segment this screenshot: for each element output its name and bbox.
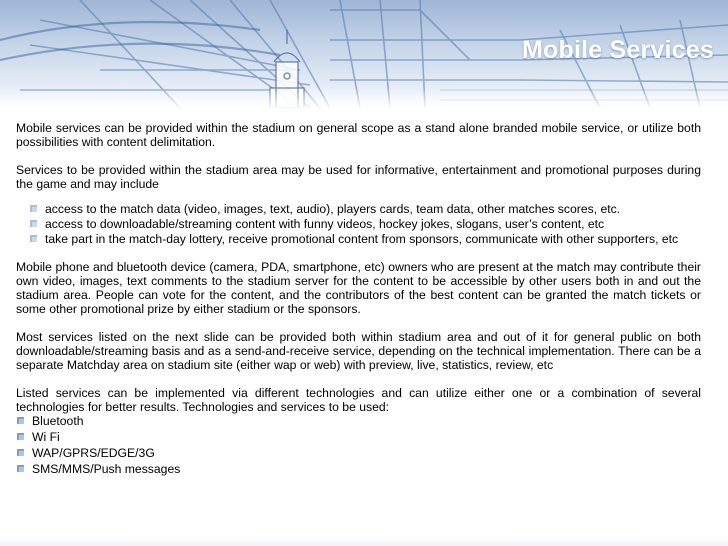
spacer (16, 191, 701, 202)
list-item (28, 217, 701, 231)
footer-band (0, 538, 728, 546)
list-item-text: WAP/GPRS/EDGE/3G (32, 446, 155, 460)
slide-title: Mobile Services (522, 36, 714, 64)
list-item (16, 414, 701, 428)
listed-services-paragraph: Listed services can be implemented via different technologies and can utilize either one or a combination of several technologies for better results. Technologies and services to be used: (16, 386, 701, 414)
list-item (28, 202, 701, 216)
services-intro-paragraph: Services to be provided within the stadium area may be used for informative, entertainment and promotional purposes during the game and may include (16, 163, 701, 191)
header-fade (0, 88, 728, 108)
list-item-text: SMS/MMS/Push messages (32, 462, 181, 476)
list-item (16, 430, 701, 444)
technologies-list (16, 414, 701, 476)
square-bullet-icon (17, 417, 24, 424)
intro-paragraph: Mobile services can be provided within the stadium on general scope as a stand alone branded mobile service, or utilize both possibilities with content delimitation. (16, 121, 701, 149)
list-item-text: Bluetooth (32, 414, 84, 428)
square-bullet-icon (30, 235, 37, 242)
list-item-text: take part in the match-day lottery, receive promotional content from sponsors, communicate with other supporters, etc (45, 232, 679, 246)
list-item (28, 232, 701, 246)
list-item (16, 446, 701, 460)
list-item-text: access to the match data (video, images, text, audio), players cards, team data, other matches scores, etc. (45, 202, 621, 216)
spacer (16, 246, 701, 260)
square-bullet-icon (17, 449, 24, 456)
list-item (16, 462, 701, 476)
services-list (16, 202, 701, 246)
spacer (16, 149, 701, 163)
header-banner (0, 0, 728, 108)
spacer (16, 372, 701, 386)
square-bullet-icon (17, 465, 24, 472)
list-item-text: access to downloadable/streaming content with funny videos, hockey jokes, slogans, user’s content, etc (45, 217, 605, 231)
most-services-paragraph: Most services listed on the next slide can be provided both within stadium area and out of it for general public on both downloadable/streaming basis and as a send-and-receive service, depending on the technical implementation. There can be a separate Matchday area on stadium site (either wap or web) with preview, live, statistics, review, etc (16, 330, 701, 372)
square-bullet-icon (17, 433, 24, 440)
square-bullet-icon (30, 205, 37, 212)
list-item-text: Wi Fi (32, 430, 60, 444)
slide-body (16, 121, 701, 476)
square-bullet-icon (30, 220, 37, 227)
owners-paragraph: Mobile phone and bluetooth device (camera, PDA, smartphone, etc) owners who are present at the match may contribute their own video, images, text comments to the stadium server for the content to be accessible by other users both in and out the stadium area. People can vote for the content, and the contributors of the best content can be granted the match tickets or some other promotional prize by either stadium or the sponsors. (16, 260, 701, 316)
spacer (16, 316, 701, 330)
